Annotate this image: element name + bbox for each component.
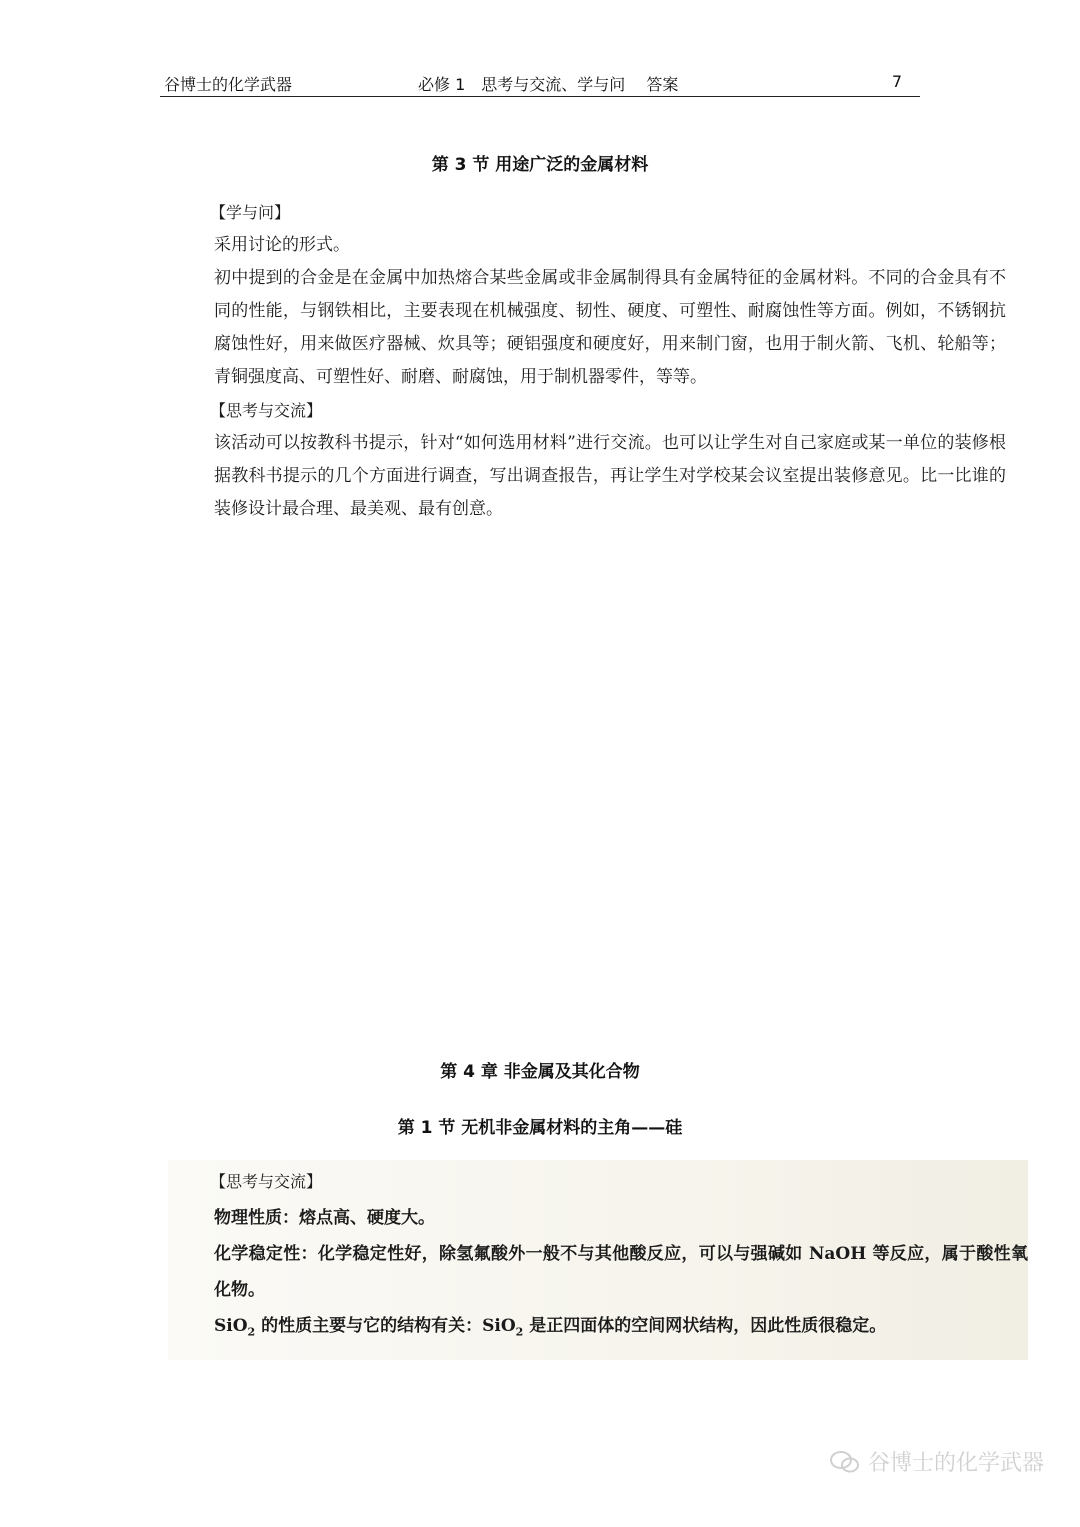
page-number: 7 — [891, 72, 902, 91]
chat-bubbles-icon — [830, 1450, 860, 1474]
paragraph: 物理性质：熔点高、硬度大。 — [214, 1208, 435, 1228]
page-header — [160, 66, 920, 97]
header-middle-text: 必修 1 思考与交流、学与问 答案 — [418, 75, 679, 94]
tag-think-discuss: 【思考与交流】 — [210, 401, 323, 420]
header-left-text: 谷博士的化学武器 — [164, 75, 293, 94]
watermark — [830, 1446, 1044, 1477]
paragraph: 初中提到的合金是在金属中加热熔合某些金属或非金属制得具有金属特征的金属材料。不同的合金具有不同的性能，与钢铁相比，主要表现在机械强度、韧性、硬度、可塑性、耐腐蚀性等方面。例如，不锈钢抗腐蚀性好，用来做医疗器械、炊具等；硬铝强度和硬度好，用来制门窗，也用于制火箭、飞机、轮船等；青铜强度高、可塑性好、耐磨、耐腐蚀，用于制机器零件，等等。 — [214, 268, 1006, 387]
paragraph: 该活动可以按教科书提示，针对“如何选用材料”进行交流。也可以让学生对自己家庭或某一单位的装修根据教科书提示的几个方面进行调查，写出调查报告，再让学生对学校某会议室提出装修意见。比一比谁的装修设计最合理、最美观、最有创意。 — [214, 433, 1006, 519]
paragraph: 采用讨论的形式。 — [214, 235, 350, 255]
section-body — [168, 1160, 1028, 1360]
tag-think-discuss: 【思考与交流】 — [210, 1172, 323, 1191]
chapter-title: 第 4 章 非金属及其化合物 — [440, 1062, 640, 1082]
section-title: 第 3 节 用途广泛的金属材料 — [431, 155, 649, 175]
tag-study-question: 【学与问】 — [210, 203, 291, 222]
paragraph: 化学稳定性：化学稳定性好，除氢氟酸外一般不与其他酸反应，可以与强碱如 NaOH 等反应，属于酸性氧化物。 — [214, 1244, 1028, 1300]
section-title: 第 1 节 无机非金属材料的主角——硅 — [397, 1118, 683, 1138]
paragraph: SiO$_2$ 的性质主要与它的结构有关：SiO$_2$ 是正四面体的空间网状结构，因此性质很稳定。 — [214, 1316, 887, 1339]
section-body — [168, 196, 1006, 526]
watermark-text: 谷博士的化学武器 — [867, 1451, 1044, 1476]
